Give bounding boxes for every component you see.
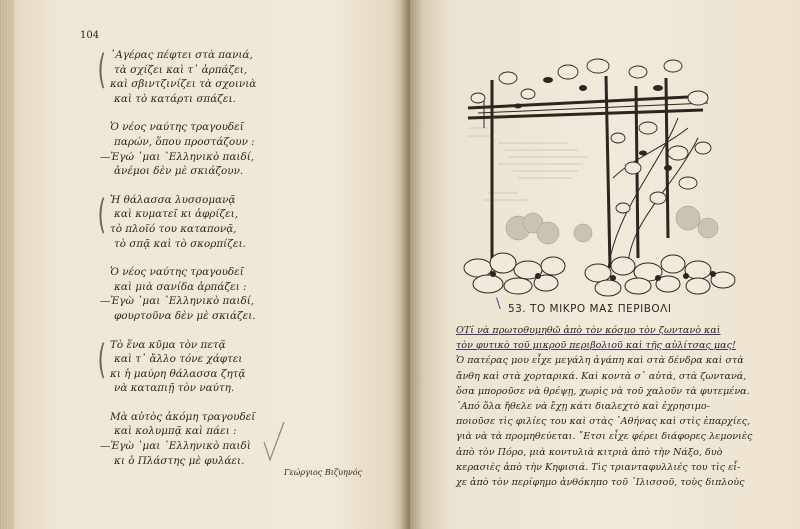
stanza-3 xyxy=(97,191,340,251)
poem-line: Μὰ αὐτὸς ἀκόμη τραγουδεῖ xyxy=(110,410,256,423)
poem-line: —Ἐγὼ ᾽μαι ᾽Ελληνικὸ παιδί, xyxy=(100,295,255,308)
poem-line: φουρτοῦνα δὲν μὲ σκιάζει. xyxy=(114,309,256,322)
prose-line: χε ἀπὸ τὸν περίφημο ἀνθόκηπο τοῦ ᾽Ιλισσοῦ, τοὺς διπλοὺς xyxy=(456,477,745,489)
chapter-title: 53. ΤΟ ΜΙΚΡΟ ΜΑΣ ΠΕΡΙΒΟΛΙ xyxy=(508,303,672,315)
prose-line: ποιοῦσε τὶς φιλίες του καὶ στὰς ᾽Αθήνας καὶ στὶς ἐπαρχίες, xyxy=(456,416,751,428)
stanza-5 xyxy=(97,336,340,396)
poem-line: καὶ κολυμπᾷ καὶ πάει : xyxy=(114,425,237,438)
poem-line: καὶ κυματεῖ κι ἀφρίζει, xyxy=(114,208,239,221)
poem-line: ᾽Αγέρας πέφτει στὰ πανιά, xyxy=(110,49,253,61)
poem-line: νὰ καταπιῇ τὸν ναύτη. xyxy=(114,382,235,395)
prose-line: Ὁ πατέρας μου εἶχε μεγάλη ἀγάπη καὶ στὰ δένδρα καὶ στὰ xyxy=(456,355,744,367)
pencil-mark: \ xyxy=(496,296,501,312)
poem-line: Ἡ θάλασσα λυσσομανᾷ xyxy=(110,193,236,206)
stanza-4 xyxy=(100,265,340,323)
poem-line: τὸ πλοῖό του καταπονᾷ, xyxy=(110,222,237,235)
prose-line: κερασιὲς ἀπὸ τὴν Κηφισιά. Τὶς τριανταφυλλιές του τὶς εἶ- xyxy=(456,461,741,473)
pencil-brace-mark: ( xyxy=(97,191,107,238)
poem-line: καὶ τὸ κατάρτι σπάζει. xyxy=(114,92,236,105)
poem-line: παρών, ὅπου προστάζουν : xyxy=(114,135,255,148)
poem-line: κι ὁ Πλάστης μὲ φυλάει. xyxy=(114,454,245,467)
poem-line: —Ἐγώ ᾽μαι ᾽Ελληνικὸ παιδί, xyxy=(100,150,255,163)
page-edges xyxy=(0,0,14,529)
poem-line: καὶ μιὰ σανίδα ἁρπάζει : xyxy=(114,280,247,293)
prose-line: ἀπὸ τὸν Πόρο, μιὰ κοντυλιὰ κιτριὰ ἀπὸ τὴν Νάξο, δυὸ xyxy=(456,446,723,458)
prose-text xyxy=(456,323,796,490)
author-signature: Γεώργιος Βιζυηνός xyxy=(284,468,362,477)
prose-line: τὸν φυτικὸ τοῦ μικροῦ περιβολιοῦ καὶ τῆς αὐλίτσας μας! xyxy=(456,340,736,352)
poem-line: Τὸ ἕνα κῦμα τὸν πετᾷ xyxy=(110,338,226,351)
poem-line: καὶ τ᾽ ἄλλο τόνε χάφτει xyxy=(114,353,243,366)
garden-pergola-illustration xyxy=(458,58,738,300)
pencil-brace-mark: ( xyxy=(97,47,107,93)
poem-line: Ὁ νέος ναύτης τραγουδεῖ xyxy=(110,266,244,279)
pencil-check-mark xyxy=(262,420,286,466)
poem-line: Ὁ νέος ναύτης τραγουδεῖ xyxy=(110,121,244,134)
right-page xyxy=(410,0,800,529)
page-number: 104 xyxy=(80,30,100,41)
pencil-brace-mark: ( xyxy=(97,336,107,383)
poem xyxy=(97,47,340,482)
poem-line: τὰ σχίζει καὶ τ᾽ ἁρπάζει, xyxy=(114,63,248,76)
prose-line: ΟΤί νὰ πρωτοθυμηθῶ ἀπὸ τὸν κόσμο τὸν ζωντανὸ καὶ xyxy=(456,325,721,336)
prose-line: γιὰ νὰ τὰ προμηθεύεται. ῎Ετσι εἶχε φέρει διάφορες λεμονιὲς xyxy=(456,431,753,443)
poem-line: τὸ σπᾷ καὶ τὸ σκορπίζει. xyxy=(114,237,246,250)
prose-line: ἄνθη καὶ στὰ χορταρικά. Καὶ κοντὰ σ᾽ αὐτά, στὰ ζωντανά, xyxy=(456,370,747,382)
prose-line: ὅσα μποροῦσε νὰ θρέψῃ, χωρὶς νὰ τοῦ χαλοῦν τὰ φυτεμένα. xyxy=(456,385,750,397)
poem-line: —Ἐγὼ ᾽μαι ᾽Ελληνικὸ παιδὶ xyxy=(100,440,251,453)
stanza-6 xyxy=(100,410,340,468)
poem-line: ἀνέμοι δὲν μὲ σκιάζουν. xyxy=(114,165,244,178)
stanza-2 xyxy=(100,120,340,178)
prose-line: ᾽Από ὅλα ἤθελε νὰ ἔχῃ κάτι διαλεχτὸ καὶ ἐχρησιμο- xyxy=(456,401,710,413)
poem-line: κι ἡ μαύρη θάλασσα ζητᾷ xyxy=(110,367,246,380)
poem-line: καὶ σβιντζινίζει τὰ σχοινιὰ xyxy=(110,78,257,91)
stanza-1 xyxy=(97,47,340,106)
